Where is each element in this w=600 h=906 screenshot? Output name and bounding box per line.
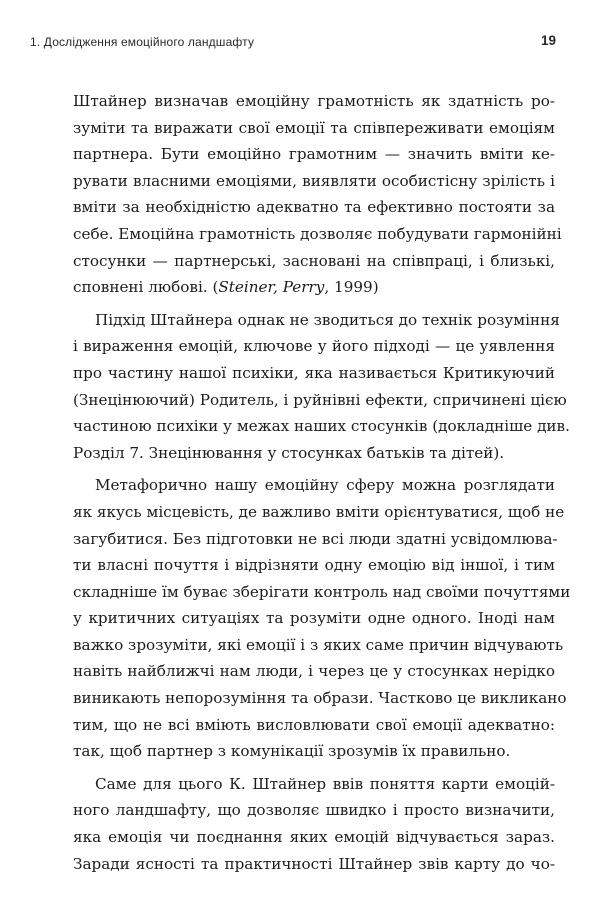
text-line: яка емоція чи поєднання яких емоцій відчувається зараз. <box>73 828 555 847</box>
body-text <box>73 88 571 877</box>
text-line: важко зрозуміти, які емоції і з яких саме причин відчувають <box>73 635 564 654</box>
text-line: складніше їм буває зберігати контроль над своїми почуттями <box>73 582 571 601</box>
citation-authors: Steiner, Perry <box>218 278 325 297</box>
text-line: тим, що не всі вміють висловлювати свої емоції адекватно: <box>73 715 555 734</box>
paragraph-4 <box>73 771 555 877</box>
text-line: як якусь місцевість, де важливо вміти орієнтуватися, щоб не <box>73 502 565 521</box>
text-line: Підхід Штайнера однак не зводиться до технік розуміння <box>95 310 560 329</box>
text-line: навіть найближчі нам люди, і через це у стосунках нерідко <box>73 662 555 681</box>
text-line: так, щоб партнер з комунікації зрозумів їх правильно. <box>73 742 511 761</box>
text-line: партнера. Бути емоційно грамотним — значить вміти ке- <box>73 145 555 164</box>
text-line: Заради ясності та практичності Штайнер звів карту до чо- <box>73 854 555 873</box>
text-line: Метафорично нашу емоційну сферу можна розглядати <box>95 476 555 495</box>
chapter-title: 1. Дослідження емоційного ландшафту <box>30 35 255 49</box>
text-line: вміти за необхідністю адекватно та ефективно постояти за <box>73 198 555 217</box>
page-number: 19 <box>540 33 556 48</box>
text-line: стосунки — партнерські, засновані на співпраці, і близькі, <box>73 251 555 270</box>
text-line: ти власні почуття і відрізняти одну емоцію від іншої, і тим <box>73 556 555 575</box>
text-line: про частину нашої психіки, яка називається Критикуючий <box>73 363 555 382</box>
text-line: виникають непорозуміння та образи. Частково це викликано <box>73 689 567 708</box>
paragraph-1 <box>73 88 562 301</box>
text-line: і вираження емоцій, ключове у його підході — це уявлення <box>73 337 555 356</box>
text-line: у критичних ситуаціях та розуміти одне одного. Іноді нам <box>73 609 555 628</box>
text-line: (Знецінюючий) Родитель, і руйнівні ефекти, спричинені цією <box>73 390 567 409</box>
running-header <box>30 31 556 53</box>
line-text: сповнені любові. ( <box>73 278 219 297</box>
text-line: зуміти та виражати свої емоції та співпереживати емоціям <box>73 118 555 137</box>
text-line: Розділ 7. Знецінювання у стосунках батьків та дітей). <box>73 443 505 462</box>
text-line: Штайнер визначав емоційну грамотність як здатність ро- <box>73 92 555 110</box>
text-line: частиною психіки у межах наших стосунків (докладніше див. <box>73 417 570 436</box>
text-line: Саме для цього К. Штайнер ввів поняття карти емоцій- <box>95 774 555 793</box>
paragraph-2 <box>73 307 570 467</box>
text-line <box>73 274 555 301</box>
paragraph-3 <box>73 472 571 765</box>
text-line: ного ландшафту, що дозволяє швидко і просто визначити, <box>73 801 555 820</box>
text-line: рувати власними емоціями, виявляти особистісну зрілість і <box>73 171 555 190</box>
citation-year: , 1999) <box>324 278 379 297</box>
text-line: себе. Емоційна грамотність дозволяє побудувати гармонійні <box>73 224 562 243</box>
text-line: загубитися. Без підготовки не всі люди здатні усвідомлюва- <box>73 529 558 548</box>
